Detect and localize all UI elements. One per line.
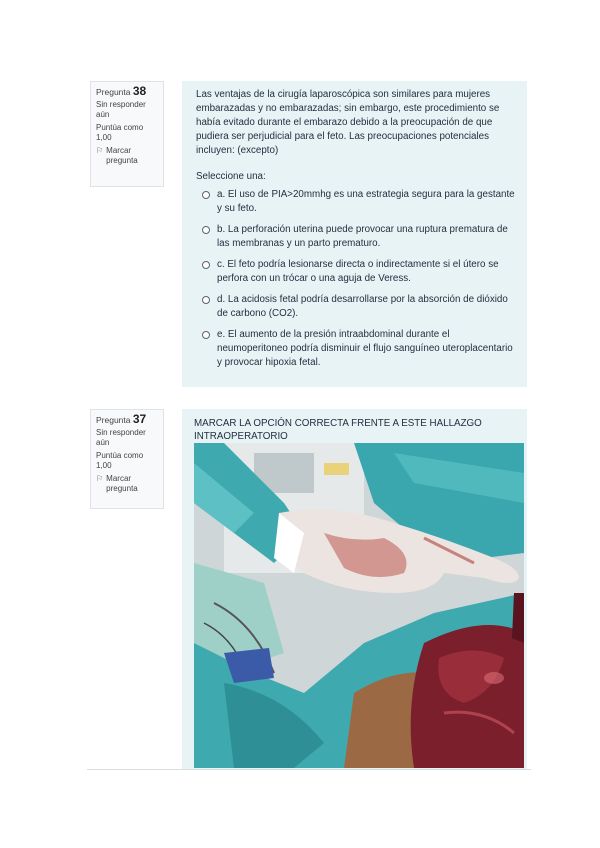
flag-question-link[interactable] (96, 146, 158, 166)
option-label: a. El uso de PIA>20mmhg es una estrategia segura para la gestante y su feto. (217, 189, 515, 214)
flag-question-link[interactable] (96, 474, 158, 494)
question-content-38 (182, 81, 527, 387)
answer-option-b[interactable] (202, 223, 515, 251)
radio-icon[interactable] (202, 226, 210, 234)
radio-icon[interactable] (202, 331, 210, 339)
question-status: Sin responder aún (96, 428, 146, 447)
answer-prompt: Seleccione una: (196, 171, 266, 182)
question-info-38 (90, 81, 164, 187)
answer-option-c[interactable] (202, 258, 515, 286)
flag-icon: ⚐ (96, 474, 104, 483)
answer-option-e[interactable] (202, 328, 515, 370)
divider (87, 769, 531, 770)
answer-option-d[interactable] (202, 293, 515, 321)
question-number-label: Pregunta (96, 87, 131, 97)
question-number-value: 38 (132, 84, 147, 98)
radio-icon[interactable] (202, 296, 210, 304)
flag-label: Marcar pregunta (106, 474, 138, 493)
question-text: MARCAR LA OPCIÓN CORRECTA FRENTE A ESTE HALLAZGO INTRAOPERATORIO (194, 418, 482, 442)
question-status: Sin responder aún (96, 100, 146, 119)
option-label: d. La acidosis fetal podría desarrollarse por la absorción de dióxido de carbono (CO2). (217, 294, 508, 319)
option-label: c. El feto podría lesionarse directa o indirectamente si el útero se perfora con un trócar o una aguja de Veress. (217, 259, 499, 284)
option-label: b. La perforación uterina puede provocar una ruptura prematura de las membranas y un parto prematuro. (217, 224, 508, 249)
option-label: e. El aumento de la presión intraabdominal durante el neumoperitoneo podría disminuir el flujo sanguíneo uteroplacentario y provocar hipoxia fetal. (217, 329, 513, 368)
question-number (96, 86, 158, 97)
question-text: Las ventajas de la cirugía laparoscópica son similares para mujeres embarazadas y no embarazadas; sin embargo, este procedimiento se había evitado durante el embarazo debido a la preocupación de que pudiera ser perjudicial para el feto. Las preocupaciones potenciales incluyen: (excepto) (196, 89, 500, 156)
flag-icon: ⚐ (96, 146, 104, 155)
question-number-value: 37 (132, 412, 147, 426)
question-number-label: Pregunta (96, 415, 131, 425)
intraoperative-photo (194, 443, 524, 768)
radio-icon[interactable] (202, 261, 210, 269)
question-number (96, 414, 158, 425)
flag-label: Marcar pregunta (106, 146, 138, 165)
question-score: Puntúa como 1,00 (96, 123, 144, 142)
radio-icon[interactable] (202, 191, 210, 199)
answer-option-a[interactable] (202, 188, 515, 216)
question-score: Puntúa como 1,00 (96, 451, 144, 470)
question-info-37 (90, 409, 164, 509)
